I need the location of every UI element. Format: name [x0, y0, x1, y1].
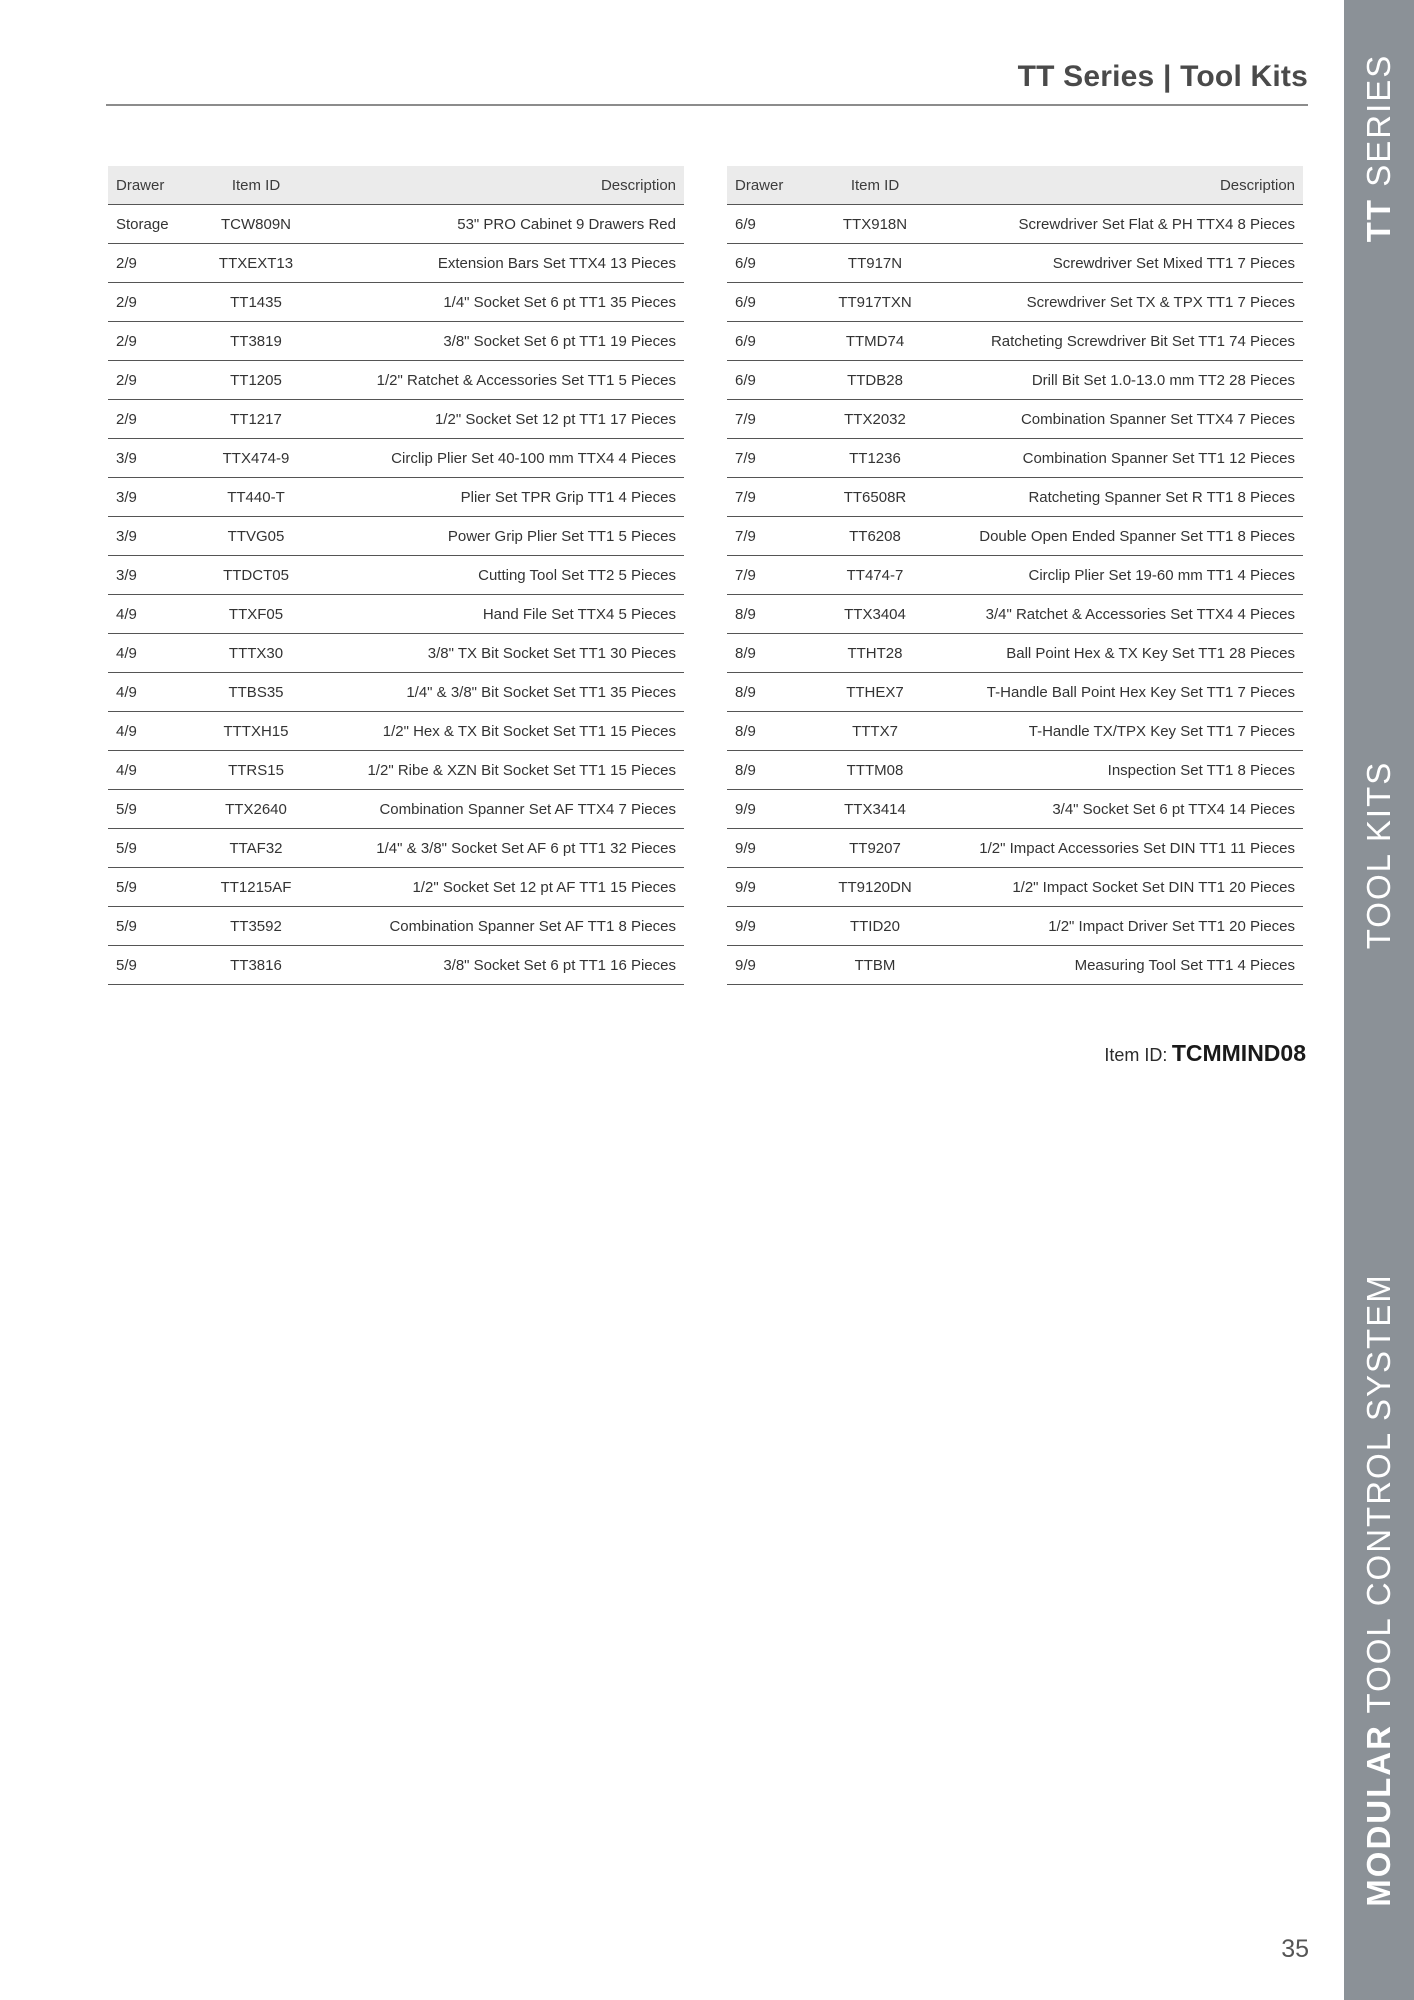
table-row — [108, 205, 684, 244]
cell-item-id: TT917N — [819, 244, 931, 283]
sidebar-series-rest: SERIES — [1360, 53, 1397, 187]
title-divider — [106, 104, 1308, 106]
cell-description: Ratcheting Screwdriver Bit Set TT1 74 Pieces — [931, 322, 1303, 361]
cell-drawer: 8/9 — [727, 712, 819, 751]
table-row — [108, 790, 684, 829]
cell-description: Ratcheting Spanner Set R TT1 8 Pieces — [931, 478, 1303, 517]
cell-item-id: TTX474-9 — [200, 439, 312, 478]
cell-description: Inspection Set TT1 8 Pieces — [931, 751, 1303, 790]
cell-description: 1/4" Socket Set 6 pt TT1 35 Pieces — [312, 283, 684, 322]
kit-item-id-value: TCMMIND08 — [1171, 1040, 1306, 1066]
table-row — [108, 322, 684, 361]
column-header-item-id: Item ID — [200, 166, 312, 205]
cell-description: 3/4" Socket Set 6 pt TTX4 14 Pieces — [931, 790, 1303, 829]
cell-description: Plier Set TPR Grip TT1 4 Pieces — [312, 478, 684, 517]
cell-item-id: TT3816 — [200, 946, 312, 985]
cell-drawer: 9/9 — [727, 907, 819, 946]
cell-description: 1/2" Socket Set 12 pt AF TT1 15 Pieces — [312, 868, 684, 907]
cell-item-id: TT917TXN — [819, 283, 931, 322]
cell-description: Combination Spanner Set AF TT1 8 Pieces — [312, 907, 684, 946]
cell-item-id: TT9120DN — [819, 868, 931, 907]
cell-item-id: TTX3414 — [819, 790, 931, 829]
cell-drawer: 5/9 — [108, 829, 200, 868]
sidebar-band — [1344, 0, 1414, 2000]
table-row — [727, 244, 1303, 283]
table-body-left — [108, 205, 684, 985]
sidebar-section-label: TOOL KITS — [1360, 760, 1397, 950]
table-row — [108, 556, 684, 595]
cell-item-id: TTID20 — [819, 907, 931, 946]
cell-description: Combination Spanner Set TTX4 7 Pieces — [931, 400, 1303, 439]
table-row — [108, 946, 684, 985]
cell-item-id: TTXEXT13 — [200, 244, 312, 283]
cell-drawer: Storage — [108, 205, 200, 244]
table-row — [727, 478, 1303, 517]
table-row — [108, 868, 684, 907]
cell-item-id: TTTX7 — [819, 712, 931, 751]
cell-description: T-Handle Ball Point Hex Key Set TT1 7 Pieces — [931, 673, 1303, 712]
tool-kit-table-right — [727, 166, 1303, 985]
cell-item-id: TT3819 — [200, 322, 312, 361]
cell-description: Screwdriver Set Flat & PH TTX4 8 Pieces — [931, 205, 1303, 244]
cell-description: 1/4" & 3/8" Socket Set AF 6 pt TT1 32 Pieces — [312, 829, 684, 868]
cell-drawer: 7/9 — [727, 517, 819, 556]
table-row — [727, 751, 1303, 790]
table-row — [727, 283, 1303, 322]
column-header-item-id: Item ID — [819, 166, 931, 205]
cell-drawer: 2/9 — [108, 322, 200, 361]
cell-drawer: 8/9 — [727, 634, 819, 673]
table-row — [727, 712, 1303, 751]
kit-item-id — [1104, 1040, 1306, 1067]
cell-drawer: 3/9 — [108, 556, 200, 595]
cell-description: Circlip Plier Set 40-100 mm TTX4 4 Pieces — [312, 439, 684, 478]
cell-drawer: 6/9 — [727, 361, 819, 400]
cell-description: T-Handle TX/TPX Key Set TT1 7 Pieces — [931, 712, 1303, 751]
cell-drawer: 4/9 — [108, 673, 200, 712]
cell-drawer: 7/9 — [727, 400, 819, 439]
cell-drawer: 3/9 — [108, 517, 200, 556]
table-row — [727, 946, 1303, 985]
table-row — [727, 517, 1303, 556]
table-row — [727, 556, 1303, 595]
cell-item-id: TT1217 — [200, 400, 312, 439]
cell-item-id: TCW809N — [200, 205, 312, 244]
cell-drawer: 9/9 — [727, 829, 819, 868]
cell-description: 3/8" Socket Set 6 pt TT1 16 Pieces — [312, 946, 684, 985]
cell-description: Measuring Tool Set TT1 4 Pieces — [931, 946, 1303, 985]
cell-description: 1/2" Socket Set 12 pt TT1 17 Pieces — [312, 400, 684, 439]
cell-drawer: 2/9 — [108, 283, 200, 322]
table-row — [727, 907, 1303, 946]
cell-drawer: 7/9 — [727, 478, 819, 517]
cell-drawer: 7/9 — [727, 556, 819, 595]
cell-item-id: TTBS35 — [200, 673, 312, 712]
cell-description: 1/4" & 3/8" Bit Socket Set TT1 35 Pieces — [312, 673, 684, 712]
cell-item-id: TTX2640 — [200, 790, 312, 829]
sidebar-system-bold: MODULAR — [1360, 1724, 1397, 1907]
column-header-drawer: Drawer — [108, 166, 200, 205]
page-title: TT Series | Tool Kits — [1017, 60, 1308, 93]
cell-description: 1/2" Ratchet & Accessories Set TT1 5 Pieces — [312, 361, 684, 400]
cell-description: 1/2" Ribe & XZN Bit Socket Set TT1 15 Pieces — [312, 751, 684, 790]
cell-drawer: 3/9 — [108, 439, 200, 478]
cell-item-id: TTRS15 — [200, 751, 312, 790]
table-row — [108, 673, 684, 712]
cell-drawer: 4/9 — [108, 634, 200, 673]
table-row — [108, 283, 684, 322]
cell-item-id: TTTXH15 — [200, 712, 312, 751]
table-header-row — [108, 166, 684, 205]
cell-description: 53" PRO Cabinet 9 Drawers Red — [312, 205, 684, 244]
cell-item-id: TT1205 — [200, 361, 312, 400]
cell-item-id: TTHEX7 — [819, 673, 931, 712]
table-row — [727, 595, 1303, 634]
cell-description: Extension Bars Set TTX4 13 Pieces — [312, 244, 684, 283]
column-header-drawer: Drawer — [727, 166, 819, 205]
cell-item-id: TTX2032 — [819, 400, 931, 439]
cell-drawer: 6/9 — [727, 322, 819, 361]
cell-description: Power Grip Plier Set TT1 5 Pieces — [312, 517, 684, 556]
cell-item-id: TTX3404 — [819, 595, 931, 634]
cell-drawer: 8/9 — [727, 673, 819, 712]
table-row — [727, 868, 1303, 907]
cell-description: 3/8" Socket Set 6 pt TT1 19 Pieces — [312, 322, 684, 361]
cell-description: 3/8" TX Bit Socket Set TT1 30 Pieces — [312, 634, 684, 673]
table-row — [108, 517, 684, 556]
table-row — [108, 907, 684, 946]
table-row — [727, 634, 1303, 673]
cell-drawer: 5/9 — [108, 946, 200, 985]
cell-drawer: 5/9 — [108, 790, 200, 829]
cell-item-id: TT474-7 — [819, 556, 931, 595]
cell-description: Screwdriver Set Mixed TT1 7 Pieces — [931, 244, 1303, 283]
cell-drawer: 7/9 — [727, 439, 819, 478]
cell-description: Ball Point Hex & TX Key Set TT1 28 Pieces — [931, 634, 1303, 673]
cell-item-id: TTBM — [819, 946, 931, 985]
cell-item-id: TTTX30 — [200, 634, 312, 673]
sidebar-system-label — [1360, 1273, 1398, 1906]
cell-drawer: 2/9 — [108, 400, 200, 439]
cell-item-id: TT6508R — [819, 478, 931, 517]
table-body-right — [727, 205, 1303, 985]
table-row — [108, 712, 684, 751]
table-row — [727, 205, 1303, 244]
table-row — [108, 361, 684, 400]
table-row — [108, 244, 684, 283]
cell-drawer: 4/9 — [108, 595, 200, 634]
table-row — [108, 400, 684, 439]
cell-drawer: 9/9 — [727, 946, 819, 985]
cell-description: 1/2" Impact Socket Set DIN TT1 20 Pieces — [931, 868, 1303, 907]
cell-item-id: TTDCT05 — [200, 556, 312, 595]
cell-drawer: 6/9 — [727, 205, 819, 244]
table-row — [108, 478, 684, 517]
cell-drawer: 5/9 — [108, 907, 200, 946]
cell-drawer: 8/9 — [727, 595, 819, 634]
cell-description: Combination Spanner Set TT1 12 Pieces — [931, 439, 1303, 478]
cell-drawer: 2/9 — [108, 361, 200, 400]
table-row — [108, 829, 684, 868]
cell-drawer: 4/9 — [108, 751, 200, 790]
table-row — [727, 400, 1303, 439]
cell-item-id: TT6208 — [819, 517, 931, 556]
cell-drawer: 4/9 — [108, 712, 200, 751]
cell-item-id: TT1215AF — [200, 868, 312, 907]
cell-item-id: TTDB28 — [819, 361, 931, 400]
cell-drawer: 9/9 — [727, 868, 819, 907]
table-row — [727, 322, 1303, 361]
kit-item-id-label: Item ID: — [1104, 1045, 1168, 1065]
sidebar-series-bold: TT — [1360, 197, 1397, 243]
cell-item-id: TTVG05 — [200, 517, 312, 556]
column-header-description: Description — [931, 166, 1303, 205]
cell-description: 1/2" Impact Driver Set TT1 20 Pieces — [931, 907, 1303, 946]
cell-description: 1/2" Impact Accessories Set DIN TT1 11 Pieces — [931, 829, 1303, 868]
cell-description: Hand File Set TTX4 5 Pieces — [312, 595, 684, 634]
table-row — [108, 634, 684, 673]
page-number: 35 — [1281, 1935, 1309, 1963]
cell-item-id: TT1236 — [819, 439, 931, 478]
cell-item-id: TTMD74 — [819, 322, 931, 361]
cell-description: Combination Spanner Set AF TTX4 7 Pieces — [312, 790, 684, 829]
cell-description: 3/4" Ratchet & Accessories Set TTX4 4 Pieces — [931, 595, 1303, 634]
cell-description: Screwdriver Set TX & TPX TT1 7 Pieces — [931, 283, 1303, 322]
cell-item-id: TTX918N — [819, 205, 931, 244]
cell-description: Drill Bit Set 1.0-13.0 mm TT2 28 Pieces — [931, 361, 1303, 400]
cell-description: 1/2" Hex & TX Bit Socket Set TT1 15 Pieces — [312, 712, 684, 751]
cell-description: Double Open Ended Spanner Set TT1 8 Pieces — [931, 517, 1303, 556]
table-row — [108, 439, 684, 478]
table-row — [727, 361, 1303, 400]
tool-kit-table-left — [108, 166, 684, 985]
cell-item-id: TTAF32 — [200, 829, 312, 868]
cell-description: Circlip Plier Set 19-60 mm TT1 4 Pieces — [931, 556, 1303, 595]
cell-item-id: TTHT28 — [819, 634, 931, 673]
cell-drawer: 2/9 — [108, 244, 200, 283]
table-header-row — [727, 166, 1303, 205]
table-row — [727, 673, 1303, 712]
sidebar-system-rest: TOOL CONTROL SYSTEM — [1360, 1273, 1397, 1714]
cell-drawer: 6/9 — [727, 283, 819, 322]
cell-drawer: 3/9 — [108, 478, 200, 517]
cell-item-id: TT3592 — [200, 907, 312, 946]
table-row — [727, 439, 1303, 478]
cell-item-id: TTXF05 — [200, 595, 312, 634]
cell-item-id: TT9207 — [819, 829, 931, 868]
table-row — [727, 790, 1303, 829]
cell-drawer: 6/9 — [727, 244, 819, 283]
table-row — [108, 751, 684, 790]
cell-item-id: TT1435 — [200, 283, 312, 322]
cell-item-id: TTTM08 — [819, 751, 931, 790]
cell-drawer: 8/9 — [727, 751, 819, 790]
cell-description: Cutting Tool Set TT2 5 Pieces — [312, 556, 684, 595]
column-header-description: Description — [312, 166, 684, 205]
cell-item-id: TT440-T — [200, 478, 312, 517]
sidebar-series-label — [1360, 54, 1398, 243]
cell-drawer: 5/9 — [108, 868, 200, 907]
table-row — [108, 595, 684, 634]
table-row — [727, 829, 1303, 868]
cell-drawer: 9/9 — [727, 790, 819, 829]
